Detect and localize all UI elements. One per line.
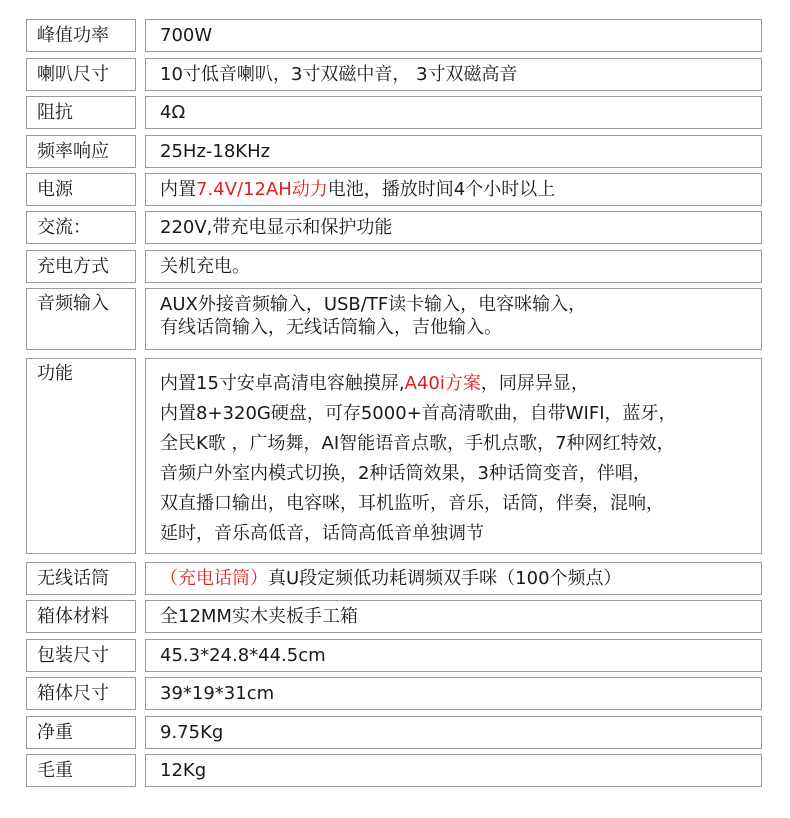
spec-value: 45.3*24.8*44.5cm	[145, 639, 762, 672]
spec-label: 净重	[26, 716, 136, 749]
spec-label: 峰值功率	[26, 19, 136, 52]
value-line	[160, 369, 761, 399]
spec-label: 包装尺寸	[26, 639, 136, 672]
value-line: 音频户外室内模式切换，2种话筒效果，3种话筒变音，伴唱，	[160, 463, 651, 484]
spec-label: 无线话筒	[26, 562, 136, 595]
value-suffix: ，同屏异显，	[480, 373, 589, 394]
spec-value	[145, 358, 762, 554]
spec-label: 音频输入	[26, 288, 136, 350]
value-line: 内置8+320G硬盘，可存5000+首高清歌曲，自带WIFI，蓝牙，	[160, 403, 677, 424]
spec-label: 喇叭尺寸	[26, 58, 136, 91]
value-prefix: 内置	[160, 179, 196, 200]
value-prefix: 内置15寸安卓高清电容触摸屏,	[160, 373, 405, 394]
spec-label: 功能	[26, 358, 136, 554]
spec-value: 25Hz-18KHz	[145, 135, 762, 168]
spec-value: 10寸低音喇叭，3寸双磁中音， 3寸双磁高音	[145, 58, 762, 91]
spec-value: 12Kg	[145, 754, 762, 787]
value-suffix: 电池，播放时间4个小时以上	[327, 179, 556, 200]
spec-value: 9.75Kg	[145, 716, 762, 749]
spec-label: 交流：	[26, 211, 136, 244]
spec-label: 毛重	[26, 754, 136, 787]
spec-label: 箱体尺寸	[26, 677, 136, 710]
spec-label: 阻抗	[26, 96, 136, 129]
spec-value	[145, 562, 762, 595]
spec-value: 全12MM实木夹板手工箱	[145, 600, 762, 633]
spec-value: 700W	[145, 19, 762, 52]
value-line: 全民K歌 ，广场舞，AI智能语音点歌，手机点歌，7种网红特效，	[160, 433, 675, 454]
spec-label: 充电方式	[26, 250, 136, 283]
spec-value	[145, 173, 762, 206]
spec-value: 4Ω	[145, 96, 762, 129]
value-highlight: （充电话筒）	[160, 568, 268, 589]
spec-value: 39*19*31cm	[145, 677, 762, 710]
spec-value	[145, 288, 762, 350]
value-highlight: 7.4V/12AH动力	[196, 179, 328, 200]
value-line: 延时，音乐高低音，话筒高低音单独调节	[160, 523, 484, 544]
value-suffix: 真U段定频低功耗调频双手咪（100个频点）	[268, 568, 622, 589]
spec-label: 电源	[26, 173, 136, 206]
spec-value: 220V,带充电显示和保护功能	[145, 211, 762, 244]
spec-value: 关机充电。	[145, 250, 762, 283]
value-line: 有线话筒输入，无线话筒输入，吉他输入。	[160, 317, 502, 338]
spec-label: 频率响应	[26, 135, 136, 168]
value-highlight: A40i方案	[404, 373, 481, 394]
spec-label: 箱体材料	[26, 600, 136, 633]
value-line: 双直播口输出，电容咪，耳机监听，音乐，话筒，伴奏，混响，	[160, 493, 664, 514]
value-line: AUX外接音频输入，USB/TF读卡输入，电容咪输入，	[160, 294, 587, 315]
